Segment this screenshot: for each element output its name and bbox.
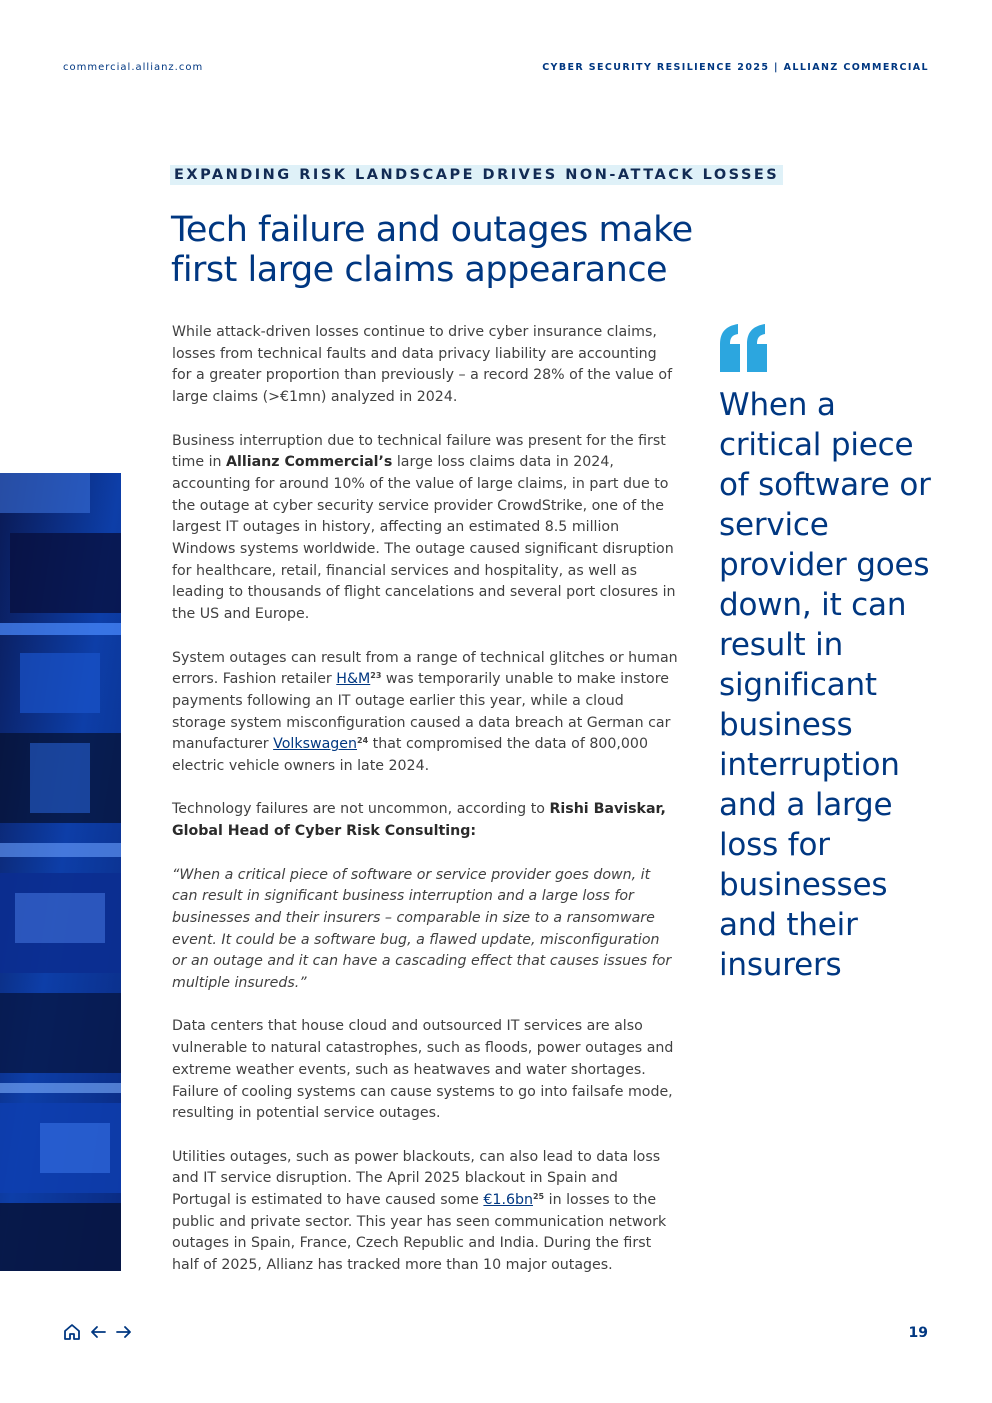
p4-bold-name: Rishi Baviskar, Global Head of Cyber Risk Consulting: [172,801,666,840]
volkswagen-link[interactable]: Volkswagen [273,736,357,753]
quotation-mark-icon [718,322,770,374]
pull-quote: When a critical piece of software or service provider goes down, it can result in significant business interruption and a large loss for businesses and their insurers [719,387,931,983]
paragraph-utilities-outages [172,1147,678,1277]
p2-bold-allianz: Allianz Commercial’s [226,454,393,471]
site-url[interactable]: commercial.allianz.com [63,62,204,73]
p3-text-c: that compromised the data of 800,000 electric vehicle owners in late 2024. [172,736,648,775]
arrow-right-icon[interactable] [114,1322,134,1342]
p2-text-a: Business interruption due to technical failure was present for the first time in [172,432,666,471]
blackout-cost-link[interactable]: €1.6bn [483,1192,533,1209]
page-number: 19 [908,1325,928,1341]
home-icon[interactable] [62,1322,82,1342]
footer-navigation [62,1322,134,1342]
p3-text-a: System outages can result from a range of technical glitches or human errors. Fashion retailer [172,649,678,688]
footnote-ref-23: 23 [370,671,382,681]
section-eyebrow: EXPANDING RISK LANDSCAPE DRIVES NON-ATTACK LOSSES [170,165,783,185]
article-body [172,322,678,1299]
paragraph-system-outages [172,648,678,778]
p4-text-a: Technology failures are not uncommon, according to [172,801,550,818]
p3-text-b: was temporarily unable to make instore payments following an IT outage earlier this year, while a cloud storage system misconfiguration caused a data breach at German car manufacturer [172,671,671,753]
p7-text-a: Utilities outages, such as power blackouts, can also lead to data loss and IT service disruption. The April 2025 blackout in Spain and Portugal is estimated to have caused some [172,1148,661,1209]
quote-paragraph: “When a critical piece of software or service provider goes down, it can result in significant business interruption and a large loss for businesses and their insurers – comparable in size to a ransomware event. It could be a software bug, a flawed update, misconfiguration or an outage and it can have a cascading effect that causes issues for multiple insureds.” [172,866,672,992]
footnote-ref-24: 24 [357,736,369,746]
server-hardware-photo [0,473,121,1271]
footnote-ref-25: 25 [532,1192,545,1202]
p7-text-b: in losses to the public and private sector. This year has seen communication network outages in Spain, France, Czech Republic and India. During the first half of 2025, Allianz has tracked more than 10 major outages. [172,1192,667,1274]
paragraph-data-centers: Data centers that house cloud and outsourced IT services are also vulnerable to natural catastrophes, such as floods, power outages and extreme weather events, such as heatwaves and water shortages. Failure of cooling systems can cause systems to go into failsafe mode, resulting in potential service outages. [172,1018,674,1122]
paragraph-claims-share: While attack-driven losses continue to drive cyber insurance claims, losses from technical faults and data privacy liability are accounting for a greater proportion than previously – a record 28% of the value of large claims (>€1mn) analyzed in 2024. [172,324,673,406]
article-headline: Tech failure and outages make first large claims appearance [171,210,693,290]
paragraph-tech-failures [172,799,678,842]
paragraph-business-interruption [172,431,678,626]
hm-link[interactable]: H&M [336,671,371,688]
p2-text-b: large loss claims data in 2024, accounting for around 10% of the value of large claims, in part due to the outage at cyber security service provider CrowdStrike, one of the largest IT outages in history, affecting an estimated 8.5 million Windows systems worldwide. The outage caused significant disruption for healthcare, retail, financial services and hospitality, as well as leading to thousands of flight cancelations and several port closures in the US and Europe. [172,454,676,623]
arrow-left-icon[interactable] [88,1322,108,1342]
report-title: CYBER SECURITY RESILIENCE 2025 | ALLIANZ COMMERCIAL [542,62,929,73]
